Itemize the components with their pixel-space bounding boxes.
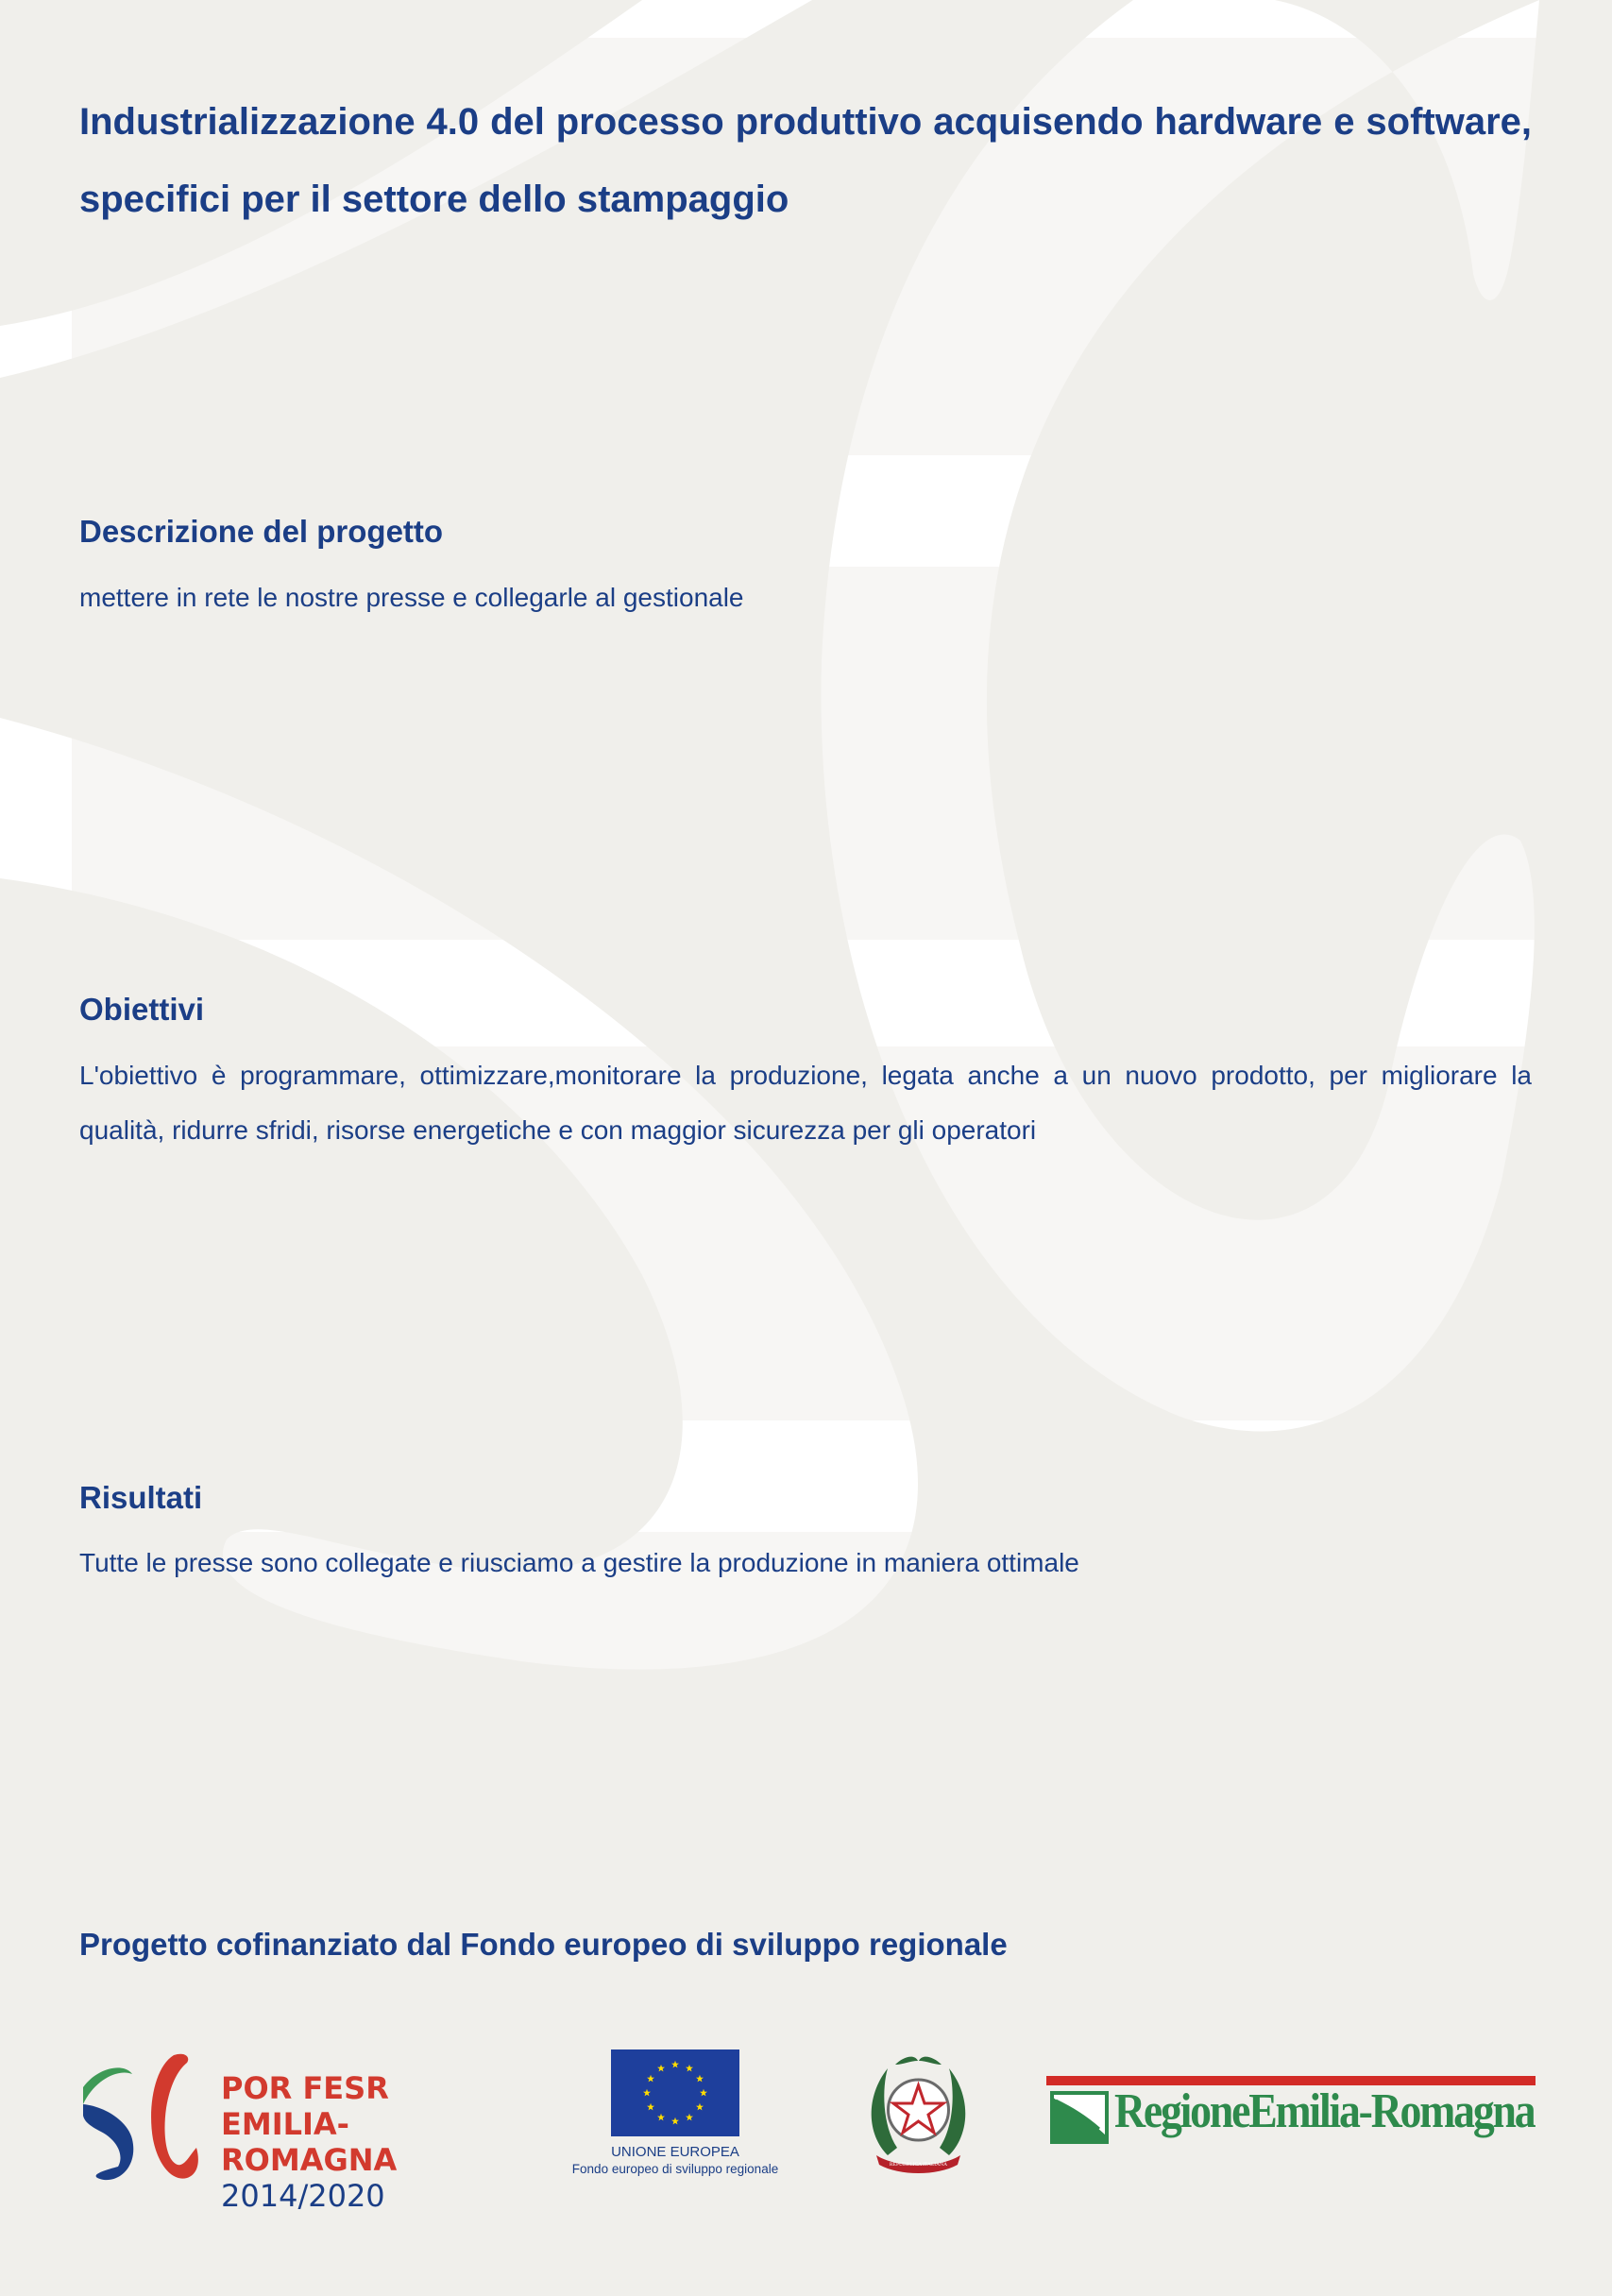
section-text-description: mettere in rete le nostre presse e collegarle al gestionale — [79, 583, 744, 612]
por-fesr-label: POR FESR — [221, 2070, 389, 2106]
regione-name: RegioneEmilia-Romagna — [1114, 2084, 1535, 2138]
cofinancing-note: Progetto cofinanziato dal Fondo europeo di sviluppo regionale — [79, 1927, 1008, 1962]
eu-flag-icon — [611, 2049, 739, 2136]
italian-republic-emblem — [859, 2049, 977, 2177]
eu-label: UNIONE EUROPEA — [611, 2144, 739, 2160]
section-heading-objectives: Obiettivi — [79, 992, 205, 1027]
emblem-ribbon-text: REPUBBLICA ITALIANA — [889, 2162, 948, 2168]
regione-flag-icon — [1050, 2091, 1109, 2144]
section-heading-results: Risultati — [79, 1480, 203, 1515]
project-title: Industrializzazione 4.0 del processo produttivo acquisendo hardware e software, specifici per il settore dello stampaggio — [79, 101, 1532, 220]
section-text-results: Tutte le presse sono collegate e riusciamo a gestire la produzione in maniera ottimale — [79, 1548, 1079, 1577]
section-heading-description: Descrizione del progetto — [79, 514, 444, 549]
emilia-romagna-label: EMILIA-ROMAGNA — [221, 2106, 398, 2178]
italian-republic-emblem-icon — [859, 2049, 977, 2177]
regione-emilia-romagna-logo — [1046, 2076, 1536, 2151]
eu-fund-label: Fondo europeo di sviluppo regionale — [571, 2162, 779, 2176]
por-fesr-logo — [76, 2049, 501, 2214]
period-label: 2014/2020 — [221, 2178, 385, 2214]
eu-logo — [557, 2049, 793, 2182]
por-fesr-swirl-logo — [76, 2049, 217, 2191]
section-text-objectives: L'obiettivo è programmare, ottimizzare,monitorare la produzione, legata anche a un nuovo prodotto, per migliorare la qualità, ridurre sfridi, risorse energetiche e con maggior sicurezza per gli operatori — [79, 1061, 1532, 1145]
